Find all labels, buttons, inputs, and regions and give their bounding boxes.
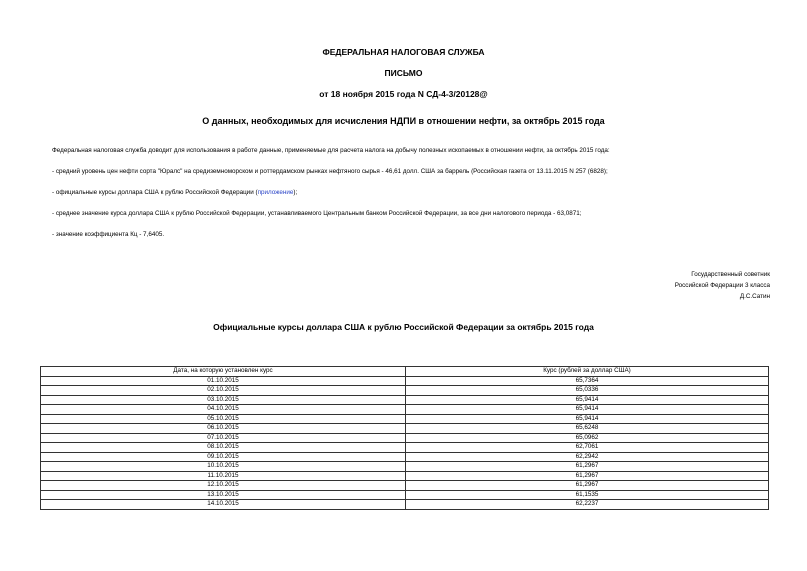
rate-cell: 61,2967 [406, 462, 769, 472]
list-item-coefficient: - значение коэффициента Кц - 7,6405. [52, 231, 165, 238]
table-row [41, 424, 769, 434]
list-item-average-rate: - среднее значение курса доллара США к рублю Российской Федерации, устанавливаемого Центральным банком Российской Федерации, за все дни налогового периода - 63,0871; [52, 210, 582, 217]
table-row [41, 414, 769, 424]
document-subject: О данных, необходимых для исчисления НДПИ в отношении нефти, за октябрь 2015 года [202, 116, 605, 126]
table-row [41, 433, 769, 443]
table-title: Официальные курсы доллара США к рублю Российской Федерации за октябрь 2015 года [213, 322, 594, 332]
exchange-rates-table [40, 366, 769, 510]
date-cell: 10.10.2015 [41, 462, 406, 472]
signature-title: Государственный советник [691, 271, 770, 278]
rate-cell: 65,0336 [406, 386, 769, 396]
agency-name: ФЕДЕРАЛЬНАЯ НАЛОГОВАЯ СЛУЖБА [322, 47, 485, 57]
date-cell: 06.10.2015 [41, 424, 406, 434]
date-cell: 04.10.2015 [41, 405, 406, 415]
date-cell: 07.10.2015 [41, 433, 406, 443]
list-item-exchange-rates [52, 189, 297, 196]
date-cell: 14.10.2015 [41, 500, 406, 510]
rate-cell: 65,0962 [406, 433, 769, 443]
date-cell: 01.10.2015 [41, 376, 406, 386]
date-cell: 08.10.2015 [41, 443, 406, 453]
table-row [41, 443, 769, 453]
table-row [41, 462, 769, 472]
rate-cell: 65,9414 [406, 405, 769, 415]
rate-cell: 61,2967 [406, 471, 769, 481]
date-cell: 13.10.2015 [41, 490, 406, 500]
list-item-urals-price: - средний уровень цен нефти сорта "Юралс" на средиземноморском и роттердамском рынках нефтяного сырья - 46,61 долл. США за баррель (Российская газета от 13.11.2015 N 257 (6828); [52, 168, 608, 175]
signature-rank: Российской Федерации 3 класса [674, 282, 770, 289]
rate-cell: 61,2967 [406, 481, 769, 491]
date-cell: 11.10.2015 [41, 471, 406, 481]
table-row [41, 386, 769, 396]
table-row [41, 405, 769, 415]
table-row [41, 452, 769, 462]
list-item-text: ); [293, 189, 298, 196]
date-cell: 12.10.2015 [41, 481, 406, 491]
intro-paragraph: Федеральная налоговая служба доводит для использования в работе данные, применяемые для расчета налога на добычу полезных ископаемых в отношении нефти, за октябрь 2015 года: [52, 147, 610, 154]
date-cell: 02.10.2015 [41, 386, 406, 396]
document-date-number: от 18 ноября 2015 года N СД-4-3/20128@ [319, 89, 488, 99]
table-row [41, 481, 769, 491]
rate-cell: 62,7061 [406, 443, 769, 453]
rate-cell: 62,2942 [406, 452, 769, 462]
table-header-row [41, 367, 769, 377]
rate-cell: 65,7364 [406, 376, 769, 386]
rate-cell: 62,2237 [406, 500, 769, 510]
column-header-rate: Курс (рублей за доллар США) [406, 367, 769, 377]
appendix-link[interactable]: приложение [257, 189, 294, 196]
column-header-date: Дата, на которую установлен курс [41, 367, 406, 377]
list-item-text: - официальные курсы доллара США к рублю Российской Федерации ( [52, 189, 258, 196]
table-row [41, 376, 769, 386]
table-row [41, 471, 769, 481]
rate-cell: 65,9414 [406, 395, 769, 405]
date-cell: 05.10.2015 [41, 414, 406, 424]
rate-cell: 65,6248 [406, 424, 769, 434]
table-row [41, 500, 769, 510]
rate-cell: 65,9414 [406, 414, 769, 424]
table-row [41, 395, 769, 405]
signature-name: Д.С.Сатин [739, 293, 770, 300]
table-row [41, 490, 769, 500]
date-cell: 09.10.2015 [41, 452, 406, 462]
document-type: ПИСЬМО [384, 68, 423, 78]
date-cell: 03.10.2015 [41, 395, 406, 405]
rate-cell: 61,1535 [406, 490, 769, 500]
